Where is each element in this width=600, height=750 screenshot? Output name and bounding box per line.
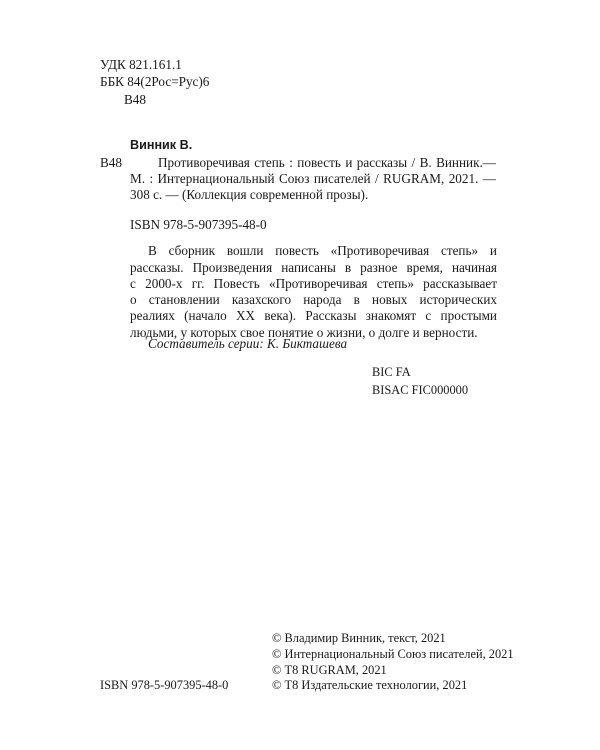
bic-code: BIC FA [372,365,411,379]
annotation-line-1: В сборник вошли повесть «Противоречивая степь» и [148,243,497,258]
footer-isbn: ISBN 978-5-907395-48-0 [100,678,229,692]
copyright-line-1: © Владимир Винник, текст, 2021 [272,631,446,645]
author-mark-top: В48 [124,92,146,107]
description-line-3: 308 с. — (Коллекция современной прозы). [130,187,369,202]
copyright-line-3: © Т8 RUGRAM, 2021 [272,663,387,677]
annotation-line-4: о становлении казахского народа в новых исторических [130,292,497,307]
series-compiler: Составитель серии: К. Бикташева [148,336,348,351]
bbk-code: ББК 84(2Рос=Рус)6 [100,74,210,89]
bisac-code: BISAC FIC000000 [372,383,469,397]
annotation-line-3: с 2000-х гг. Повесть «Противоречивая степь» рассказывает [130,276,497,291]
description-line-1: Противоречивая степь : повесть и рассказы / В. Винник.— [158,155,496,170]
author-mark: В48 [100,155,122,170]
annotation-line-6: людьми, у которых свое понятие о жизни, о долге и верности. [130,325,478,340]
copyright-line-2: © Интернациональный Союз писателей, 2021 [272,647,514,661]
annotation-line-2: рассказы. Произведения написаны в разное время, начиная [130,260,497,275]
description-line-2: М. : Интернациональный Союз писателей / RUGRAM, 2021. — [130,171,496,186]
udk-code: УДК 821.161.1 [100,57,182,72]
isbn-catalog: ISBN 978-5-907395-48-0 [130,217,267,232]
author-heading: Винник В. [130,138,193,152]
annotation-line-5: реалиях (начало ХХ века). Рассказы знакомят с простыми [130,308,497,323]
copyright-line-4: © Т8 Издательские технологии, 2021 [272,678,468,692]
